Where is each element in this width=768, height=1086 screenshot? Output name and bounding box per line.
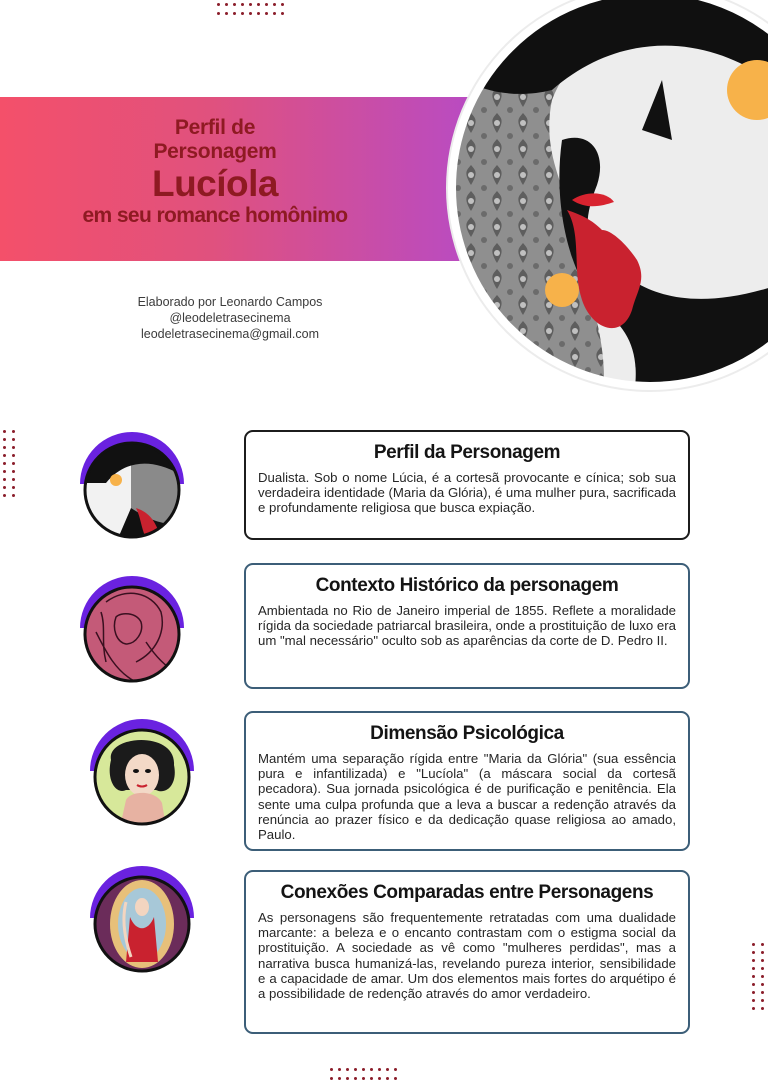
section-title-history: Contexto Histórico da personagem (315, 575, 619, 596)
section-body-history: Ambientada no Rio de Janeiro imperial de 1855. Reflete a moralidade rígida da sociedade patriarcal brasileira, onde a prostituição de luxo era um "mal necessário" oculto sob as aparências da corte de D. Pedro II. (258, 603, 676, 649)
section-title-profile: Perfil da Personagem (373, 442, 561, 463)
section-body-profile: Dualista. Sob o nome Lúcia, é a cortesã provocante e cínica; sob sua verdadeira identidade (Maria da Glória), é uma mulher pura, sacrificada e profundamente religiosa que busca expiação. (258, 470, 676, 516)
section-body-connections: As personagens são frequentemente retratadas com uma dualidade marcante: a beleza e o encanto contrastam com o estigma social da prostituição. A sociedade as vê como "mulheres perdidas", mas a narrativa busca humanizá-las, revelando pureza interior, sensibilidade e a capacidade de amar. Um dos elementos mais fortes do arquétipo é a possibilidade de redenção através do amor verdadeiro. (258, 910, 676, 1002)
left-dot-pattern (3, 430, 17, 500)
title-line-2: Personagem (153, 140, 277, 163)
title-line-1: Perfil de (174, 116, 256, 139)
hero-illustration (432, 0, 768, 405)
character-name: Lucíola (151, 163, 279, 204)
section-card-history (244, 563, 690, 689)
section-card-psychology (244, 711, 690, 851)
credits-email[interactable]: leodeletrasecinema@gmail.com (140, 327, 320, 341)
avatar-stained-glass-woman (86, 862, 198, 974)
top-dot-pattern (217, 3, 287, 17)
avatar-curly-woman (86, 715, 198, 827)
section-body-psychology: Mantém uma separação rígida entre "Maria da Glória" (sua essência pura e infantilizada) e "Lucíola" (a máscara social da cortesã pecadora). Sua jornada psicológica é de purificação e penitência. Ela sente uma culpa profunda que a leva a buscar a redenção através da renúncia ao prazer físico e da dedicação quase religiosa ao amado, Paulo. (258, 751, 676, 843)
section-title-connections: Conexões Comparadas entre Personagens (280, 882, 654, 903)
avatar-woman-hat (76, 428, 188, 540)
credits-handle: @leodeletrasecinema (169, 311, 291, 325)
avatar-vintage-woman (76, 572, 188, 684)
right-dot-pattern (752, 943, 766, 1013)
title-subtitle: em seu romance homônimo (82, 204, 348, 227)
section-card-profile (244, 430, 690, 540)
section-card-connections (244, 870, 690, 1034)
credits-author: Elaborado por Leonardo Campos (137, 295, 323, 309)
bottom-dot-pattern (330, 1068, 400, 1082)
title-block (40, 116, 390, 228)
credits-block (100, 294, 360, 342)
section-title-psychology: Dimensão Psicológica (370, 723, 564, 744)
